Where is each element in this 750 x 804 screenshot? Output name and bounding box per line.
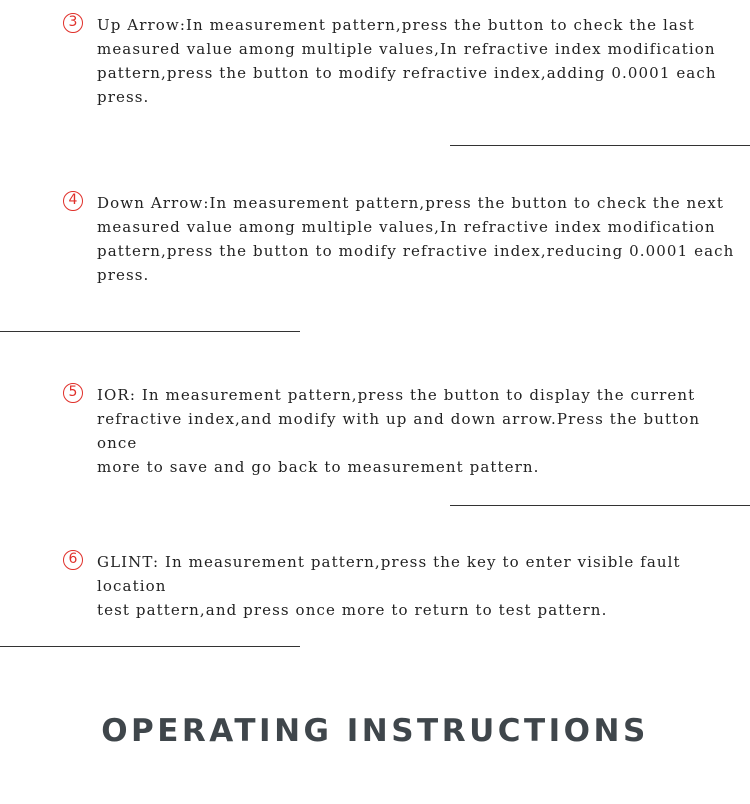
step-number-badge: 4 bbox=[63, 191, 83, 211]
section-divider bbox=[450, 145, 750, 146]
instruction-text: Down Arrow:In measurement pattern,press the button to check the next measured value among multiple values,In refractive index modification pattern,press the button to modify refractive index,reducing 0.0001 each press. bbox=[97, 194, 735, 284]
step-number-badge: 6 bbox=[63, 550, 83, 570]
instruction-text: GLINT: In measurement pattern,press the key to enter visible fault location test pattern,and press once more to return to test pattern. bbox=[97, 553, 681, 619]
step-number-badge: 5 bbox=[63, 383, 83, 403]
step-number-badge: 3 bbox=[63, 13, 83, 33]
instruction-text: Up Arrow:In measurement pattern,press the button to check the last measured value among multiple values,In refractive index modification pattern,press the button to modify refractive index,adding 0.0001 each press. bbox=[97, 16, 717, 106]
section-heading: OPERATING INSTRUCTIONS bbox=[101, 713, 649, 749]
section-divider bbox=[0, 331, 300, 332]
section-divider bbox=[0, 646, 300, 647]
section-divider bbox=[450, 505, 750, 506]
instruction-text: IOR: In measurement pattern,press the button to display the current refractive index,and modify with up and down arrow.Press the button once more to save and go back to measurement pattern. bbox=[97, 386, 701, 476]
